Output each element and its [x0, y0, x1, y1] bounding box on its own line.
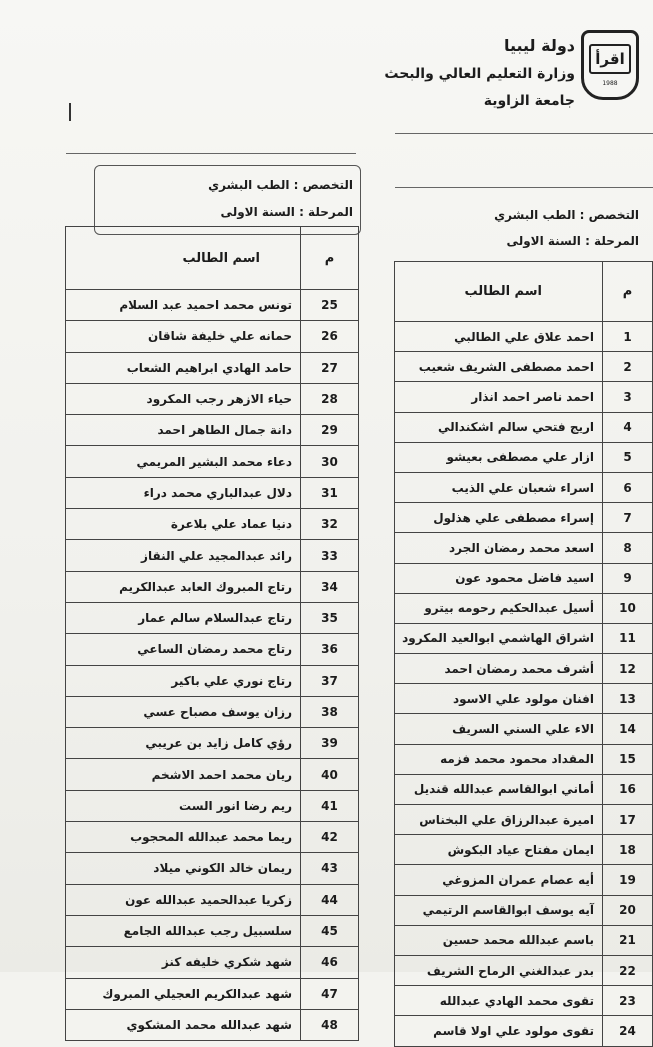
student-name: اسعد محمد رمضان الجرد	[395, 533, 603, 563]
table-row	[66, 321, 359, 352]
table-row	[66, 477, 359, 508]
table-row	[66, 1009, 359, 1040]
student-number: 23	[603, 986, 653, 1016]
student-number: 34	[301, 571, 359, 602]
student-number: 18	[603, 835, 653, 865]
student-number: 47	[301, 978, 359, 1009]
logo-book-icon: اقرأ	[589, 44, 631, 74]
table-row	[395, 533, 653, 563]
student-number: 31	[301, 477, 359, 508]
table-row	[66, 665, 359, 696]
student-name: اسراء شعبان علي الذيب	[395, 472, 603, 502]
table-row	[66, 696, 359, 727]
table-row	[395, 382, 653, 412]
student-number: 44	[301, 884, 359, 915]
student-number: 27	[301, 352, 359, 383]
student-number: 16	[603, 774, 653, 804]
table-row	[395, 563, 653, 593]
student-number: 37	[301, 665, 359, 696]
student-number: 29	[301, 415, 359, 446]
right-top-rule	[395, 187, 653, 188]
student-name: ريمان خالد الكوني ميلاد	[66, 853, 301, 884]
student-number: 26	[301, 321, 359, 352]
student-name: احمد مصطفى الشريف شعيب	[395, 352, 603, 382]
student-name: الاء علي السني السريف	[395, 714, 603, 744]
student-name: رائد عبدالمجيد علي النقاز	[66, 540, 301, 571]
student-name: بدر عبدالغني الرماح الشريف	[395, 955, 603, 985]
student-number: 3	[603, 382, 653, 412]
student-name: رتاج نوري علي باكير	[66, 665, 301, 696]
table-row	[395, 442, 653, 472]
student-number: 32	[301, 509, 359, 540]
student-name: حياء الازهر رجب المكرود	[66, 383, 301, 414]
student-number: 38	[301, 696, 359, 727]
table-row	[66, 853, 359, 884]
student-name: المقداد محمود محمد فزمه	[395, 744, 603, 774]
table-row	[66, 728, 359, 759]
student-name: ريان محمد احمد الاشخم	[66, 759, 301, 790]
student-name: دعاء محمد البشير المريمي	[66, 446, 301, 477]
student-name: اشراق الهاشمي ابوالعيد المكرود	[395, 623, 603, 653]
table-row	[66, 383, 359, 414]
student-name: دانة جمال الطاهر احمد	[66, 415, 301, 446]
table-row	[395, 714, 653, 744]
student-name: اميرة عبدالرزاق علي البخناس	[395, 805, 603, 835]
student-table-left	[65, 226, 359, 1041]
student-name: دنيا عماد علي بلاعرة	[66, 509, 301, 540]
student-name: شهد عبدالله محمد المشكوي	[66, 1009, 301, 1040]
table-row	[395, 352, 653, 382]
student-number: 9	[603, 563, 653, 593]
student-name: دلال عبدالباري محمد دراء	[66, 477, 301, 508]
student-name: سلسبيل رجب عبدالله الجامع	[66, 915, 301, 946]
student-number: 13	[603, 684, 653, 714]
table-row	[66, 947, 359, 978]
column-header-name: اسم الطالب	[395, 262, 603, 322]
student-number: 28	[301, 383, 359, 414]
student-number: 7	[603, 503, 653, 533]
table-row	[395, 955, 653, 985]
logo-year: 1988	[602, 79, 618, 87]
student-number: 22	[603, 955, 653, 985]
student-number: 14	[603, 714, 653, 744]
student-number: 40	[301, 759, 359, 790]
table-row	[66, 571, 359, 602]
table-row	[66, 759, 359, 790]
column-header-number: م	[603, 262, 653, 322]
student-number: 33	[301, 540, 359, 571]
table-row	[395, 865, 653, 895]
table-row	[66, 602, 359, 633]
table-row	[66, 884, 359, 915]
student-number: 2	[603, 352, 653, 382]
student-name: اريج فتحي سالم اشكندالي	[395, 412, 603, 442]
student-name: إسراء مصطفى علي هذلول	[395, 503, 603, 533]
student-number: 45	[301, 915, 359, 946]
student-number: 15	[603, 744, 653, 774]
student-number: 36	[301, 634, 359, 665]
student-name: احمد علاق علي الطالبي	[395, 322, 603, 352]
table-row	[66, 634, 359, 665]
student-number: 21	[603, 925, 653, 955]
student-number: 30	[301, 446, 359, 477]
header-divider	[395, 133, 653, 134]
student-name: ريما محمد عبدالله المحجوب	[66, 822, 301, 853]
student-number: 1	[603, 322, 653, 352]
table-row	[395, 503, 653, 533]
student-name: أماني ابوالقاسم عبدالله قنديل	[395, 774, 603, 804]
table-row	[395, 774, 653, 804]
student-number: 20	[603, 895, 653, 925]
student-name: تونس محمد احميد عبد السلام	[66, 290, 301, 321]
student-name: أشرف محمد رمضان احمد	[395, 654, 603, 684]
student-name: حمانه علي خليفة شاقان	[66, 321, 301, 352]
table-row	[66, 822, 359, 853]
student-name: رتاج المبروك العابد عبدالكريم	[66, 571, 301, 602]
student-name: رؤي كامل زايد بن عريبي	[66, 728, 301, 759]
left-info-box	[94, 165, 361, 235]
table-row	[395, 472, 653, 502]
student-name: افنان مولود علي الاسود	[395, 684, 603, 714]
student-number: 48	[301, 1009, 359, 1040]
university-logo	[581, 30, 639, 100]
student-name: زكريا عبدالحميد عبدالله عون	[66, 884, 301, 915]
student-table-right	[394, 261, 653, 1047]
student-number: 6	[603, 472, 653, 502]
student-number: 17	[603, 805, 653, 835]
table-header-row	[395, 262, 653, 322]
student-number: 35	[301, 602, 359, 633]
student-name: شهد عبدالكريم العجيلي المبروك	[66, 978, 301, 1009]
table-row	[395, 744, 653, 774]
student-name: حامد الهادي ابراهيم الشعاب	[66, 352, 301, 383]
table-row	[66, 978, 359, 1009]
table-header-row	[66, 227, 359, 290]
table-row	[395, 623, 653, 653]
student-number: 25	[301, 290, 359, 321]
table-row	[395, 835, 653, 865]
table-row	[66, 915, 359, 946]
table-row	[66, 352, 359, 383]
table-row	[395, 986, 653, 1016]
table-row	[395, 925, 653, 955]
column-header-name: اسم الطالب	[66, 227, 301, 290]
student-name: باسم عبدالله محمد حسين	[395, 925, 603, 955]
student-name: ريم رضا انور الست	[66, 790, 301, 821]
table-row	[395, 895, 653, 925]
student-number: 43	[301, 853, 359, 884]
student-name: ازار علي مصطفى بعيشو	[395, 442, 603, 472]
header-state: دولة ليبيا	[503, 36, 575, 55]
student-number: 5	[603, 442, 653, 472]
table-row	[66, 290, 359, 321]
student-name: رتاج عبدالسلام سالم عمار	[66, 602, 301, 633]
student-number: 24	[603, 1016, 653, 1046]
column-header-number: م	[301, 227, 359, 290]
student-number: 4	[603, 412, 653, 442]
student-name: رتاج محمد رمضان الساعي	[66, 634, 301, 665]
right-specialization: التخصص : الطب البشري	[494, 208, 639, 222]
student-number: 46	[301, 947, 359, 978]
student-number: 19	[603, 865, 653, 895]
header-university: جامعة الزاوية	[483, 93, 575, 109]
table-row	[66, 509, 359, 540]
student-name: ايمان مفتاح عياد البكوش	[395, 835, 603, 865]
table-row	[395, 684, 653, 714]
table-row	[395, 654, 653, 684]
student-number: 42	[301, 822, 359, 853]
right-stage: المرحلة : السنة الاولى	[506, 234, 639, 248]
left-specialization: التخصص : الطب البشري	[208, 178, 353, 192]
left-stage: المرحلة : السنة الاولى	[220, 205, 353, 219]
student-name: اسيد فاضل محمود عون	[395, 563, 603, 593]
student-number: 39	[301, 728, 359, 759]
header-ministry: وزارة التعليم العالي والبحث	[384, 66, 575, 82]
student-number: 12	[603, 654, 653, 684]
student-number: 10	[603, 593, 653, 623]
student-name: أيه عصام عمران المزوغي	[395, 865, 603, 895]
student-name: احمد ناصر احمد انذار	[395, 382, 603, 412]
table-row	[395, 412, 653, 442]
student-name: شهد شكري خليفه كنز	[66, 947, 301, 978]
student-name: أسيل عبدالحكيم رحومه بيترو	[395, 593, 603, 623]
table-row	[66, 540, 359, 571]
table-row	[66, 446, 359, 477]
student-name: تقوى مولود علي اولا قاسم	[395, 1016, 603, 1046]
table-row	[66, 790, 359, 821]
student-number: 41	[301, 790, 359, 821]
student-number: 11	[603, 623, 653, 653]
student-name: رزان يوسف مصباح عسي	[66, 696, 301, 727]
student-number: 8	[603, 533, 653, 563]
student-name: آيه يوسف ابوالقاسم الرتيمي	[395, 895, 603, 925]
table-row	[395, 805, 653, 835]
table-row	[395, 1016, 653, 1046]
left-top-rule	[66, 153, 356, 154]
table-row	[395, 593, 653, 623]
table-row	[395, 322, 653, 352]
student-name: تقوى محمد الهادي عبدالله	[395, 986, 603, 1016]
margin-mark	[69, 103, 71, 121]
table-row	[66, 415, 359, 446]
